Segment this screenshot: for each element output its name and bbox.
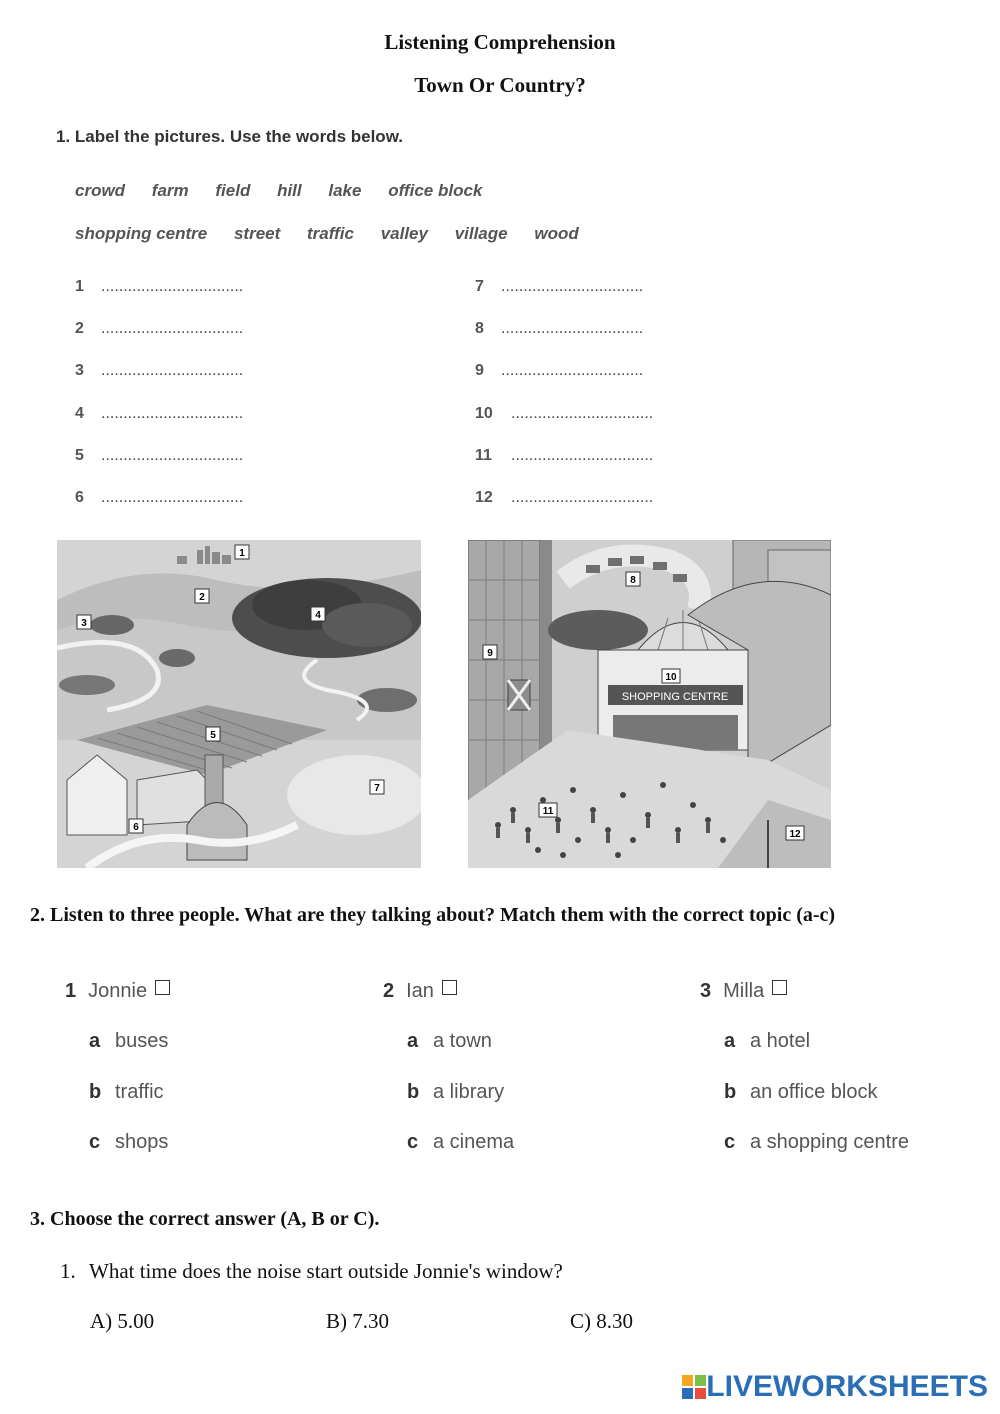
speaker-number: 3: [700, 980, 712, 1002]
speaker-column-1: [65, 980, 365, 1160]
picture-label: 8: [630, 575, 636, 586]
topic-option: [407, 1081, 504, 1104]
topic-option: [89, 1030, 168, 1053]
answer-number: 6: [75, 489, 84, 506]
answer-line-6: [75, 489, 243, 507]
answer-number: 9: [475, 362, 484, 379]
picture-label: 11: [542, 806, 554, 817]
answer-line-2: [75, 320, 243, 338]
answer-line-11: [475, 447, 653, 465]
picture-label: 1: [239, 548, 245, 559]
answer-option-c[interactable]: C) 8.30: [570, 1309, 633, 1333]
answer-number: 11: [475, 447, 492, 464]
answer-number: 4: [75, 405, 84, 422]
option-letter: c: [724, 1131, 736, 1153]
option-letter: c: [407, 1131, 419, 1153]
answer-blank[interactable]: ................................: [101, 320, 244, 337]
option-letter: a: [724, 1030, 736, 1052]
answer-number: 2: [75, 320, 84, 337]
word-bank-item: crowd: [75, 181, 126, 200]
word-bank-item: wood: [534, 224, 579, 243]
option-text: a library: [433, 1081, 505, 1103]
answer-line-5: [75, 447, 243, 465]
answer-blank[interactable]: ................................: [101, 489, 244, 506]
answer-checkbox[interactable]: [155, 980, 170, 995]
answer-line-1: [75, 278, 243, 296]
answer-blank[interactable]: ................................: [511, 405, 654, 422]
speaker-header: [700, 980, 787, 1003]
answer-blank[interactable]: ................................: [101, 278, 244, 295]
topic-option: [724, 1131, 909, 1154]
option-text: buses: [115, 1030, 169, 1052]
speaker-number: 2: [383, 980, 395, 1002]
option-letter: b: [724, 1081, 737, 1103]
option-letter: b: [89, 1081, 102, 1103]
speaker-column-3: [700, 980, 990, 1160]
option-text: traffic: [115, 1081, 164, 1103]
picture-label: 5: [210, 730, 216, 741]
speaker-name: Ian: [406, 980, 434, 1002]
option-letter: c: [89, 1131, 101, 1153]
answer-line-12: [475, 489, 653, 507]
word-bank-item: field: [215, 181, 251, 200]
picture-label: 6: [133, 822, 139, 833]
option-letter: a: [407, 1030, 419, 1052]
answer-number: 1: [75, 278, 84, 295]
speaker-header: [383, 980, 457, 1003]
answer-line-3: [75, 362, 243, 380]
answer-option-b[interactable]: B) 7.30: [326, 1309, 389, 1333]
answer-blank[interactable]: ................................: [501, 362, 644, 379]
speaker-column-2: [383, 980, 683, 1160]
answer-blank[interactable]: ................................: [101, 405, 244, 422]
picture-label: 7: [374, 783, 380, 794]
answer-blank[interactable]: ................................: [501, 320, 644, 337]
town-illustration: [468, 540, 831, 868]
topic-option: [407, 1030, 492, 1053]
topic-option: [89, 1081, 164, 1104]
option-text: an office block: [750, 1081, 878, 1103]
picture-label: 2: [199, 592, 205, 603]
answer-option-a[interactable]: A) 5.00: [90, 1309, 155, 1333]
word-bank-item: shopping centre: [75, 224, 208, 243]
answer-blank[interactable]: ................................: [101, 447, 244, 464]
option-text: a town: [433, 1030, 492, 1052]
topic-option: [407, 1131, 514, 1154]
question-number: 1.: [60, 1259, 76, 1283]
logo-text: LIVEWORKSHEETS: [706, 1370, 988, 1403]
answer-blank[interactable]: ................................: [511, 489, 654, 506]
picture-label: 9: [487, 648, 493, 659]
worksheet-subtitle: Town Or Country?: [414, 73, 586, 97]
option-letter: a: [89, 1030, 101, 1052]
speaker-header: [65, 980, 170, 1003]
speaker-name: Jonnie: [88, 980, 148, 1002]
section2-heading: 2. Listen to three people. What are they talking about? Match them with the correct topic (a-c): [30, 904, 836, 926]
logo-icon: [682, 1375, 706, 1399]
picture-label: 4: [315, 610, 321, 621]
answer-number: 8: [475, 320, 484, 337]
answer-number: 3: [75, 362, 84, 379]
answer-line-8: [475, 320, 643, 338]
picture-label: 10: [665, 672, 677, 683]
topic-option: [724, 1030, 810, 1053]
answer-number: 5: [75, 447, 84, 464]
answer-number: 7: [475, 278, 484, 295]
liveworksheets-logo[interactable]: [682, 1370, 988, 1404]
topic-option: [724, 1081, 878, 1104]
picture-label: 3: [81, 618, 87, 629]
word-bank-item: lake: [328, 181, 362, 200]
question-1: [60, 1259, 563, 1284]
answer-checkbox[interactable]: [442, 980, 457, 995]
word-bank-item: farm: [151, 181, 189, 200]
word-bank-item: valley: [380, 224, 428, 243]
word-bank-item: village: [454, 224, 508, 243]
answer-blank[interactable]: ................................: [511, 447, 654, 464]
word-bank-item: street: [233, 224, 281, 243]
worksheet-title: Listening Comprehension: [384, 30, 616, 54]
word-bank-row-1: [75, 181, 504, 201]
word-bank-item: office block: [388, 181, 483, 200]
answer-line-7: [475, 278, 643, 296]
section1-heading: 1. Label the pictures. Use the words below.: [56, 127, 404, 146]
speaker-name: Milla: [723, 980, 765, 1002]
answer-line-9: [475, 362, 643, 380]
section3-heading: 3. Choose the correct answer (A, B or C).: [30, 1208, 380, 1230]
question-text: What time does the noise start outside Jonnie's window?: [89, 1259, 563, 1283]
option-text: a cinema: [433, 1131, 515, 1153]
speaker-number: 1: [65, 980, 77, 1002]
answer-line-4: [75, 405, 243, 423]
shopping-centre-sign: SHOPPING CENTRE: [621, 691, 729, 703]
answer-blank[interactable]: ................................: [101, 362, 244, 379]
country-illustration: [57, 540, 421, 868]
answer-blank[interactable]: ................................: [501, 278, 644, 295]
option-letter: b: [407, 1081, 420, 1103]
topic-option: [89, 1131, 168, 1154]
answer-checkbox[interactable]: [772, 980, 787, 995]
word-bank-item: traffic: [307, 224, 354, 243]
option-text: a shopping centre: [750, 1131, 910, 1153]
picture-label: 12: [789, 829, 801, 840]
word-bank-item: hill: [277, 181, 302, 200]
answer-number: 10: [475, 405, 493, 422]
option-text: shops: [115, 1131, 169, 1153]
option-text: a hotel: [750, 1030, 811, 1052]
answer-line-10: [475, 405, 653, 423]
answer-number: 12: [475, 489, 493, 506]
word-bank-row-2: [75, 224, 601, 244]
